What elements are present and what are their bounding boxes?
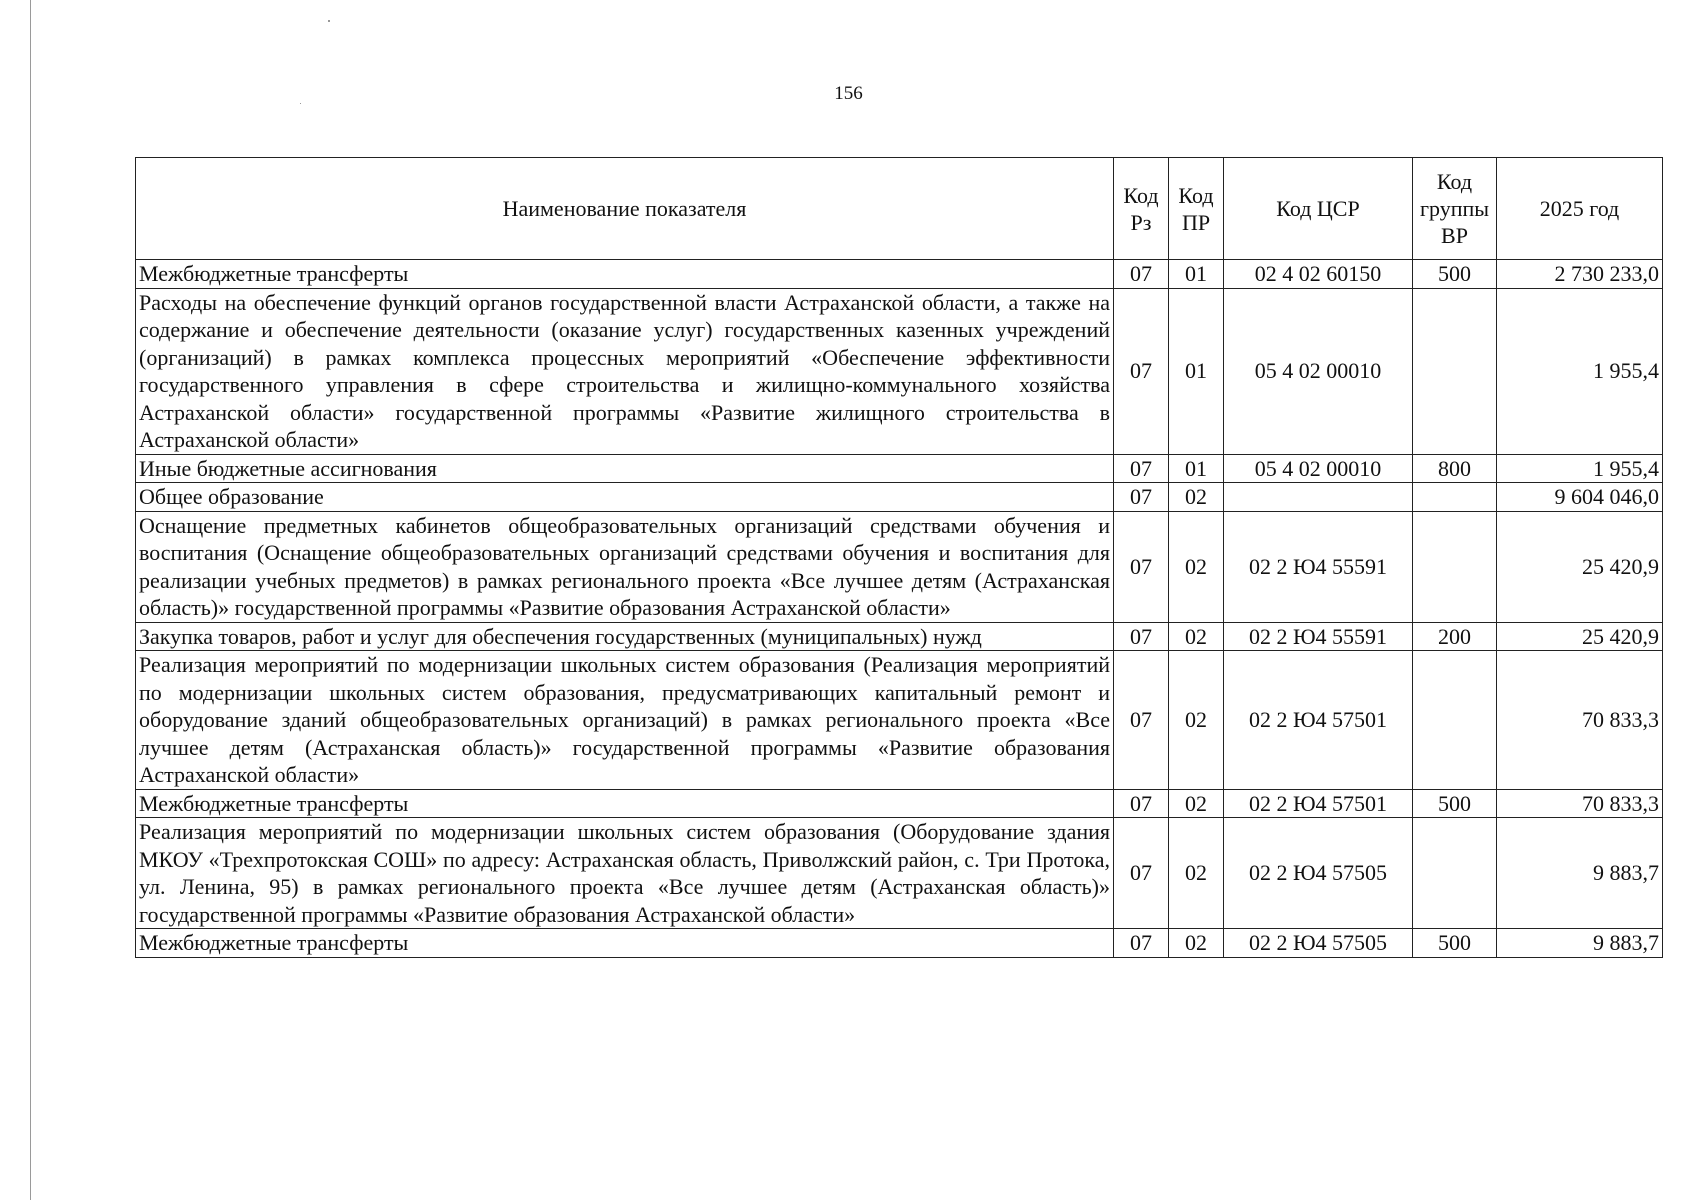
- row-csr: 02 2 Ю4 57505: [1224, 929, 1413, 958]
- table-row: [136, 288, 1663, 454]
- row-rz: 07: [1114, 789, 1169, 818]
- row-amount: 2 730 233,0: [1497, 260, 1663, 289]
- row-amount: 70 833,3: [1497, 789, 1663, 818]
- row-rz: 07: [1114, 622, 1169, 651]
- row-pr: 02: [1169, 929, 1224, 958]
- row-csr: 02 2 Ю4 57501: [1224, 651, 1413, 790]
- header-pr: Код ПР: [1169, 158, 1224, 260]
- row-name: Закупка товаров, работ и услуг для обеспечения государственных (муниципальных) нужд: [136, 622, 1114, 651]
- row-rz: 07: [1114, 929, 1169, 958]
- header-csr: Код ЦСР: [1224, 158, 1413, 260]
- row-csr: 02 2 Ю4 55591: [1224, 511, 1413, 622]
- row-name: Реализация мероприятий по модернизации школьных систем образования (Оборудование здания МКОУ «Трехпротокская СОШ» по адресу: Астраханская область, Приволжский район, с. Три Протока, ул. Ленина, 95) в рамках регионального проекта «Все лучшее детям (Астраханская область)» государственной программы «Развитие образования Астраханской области»: [136, 818, 1114, 929]
- row-rz: 07: [1114, 483, 1169, 512]
- row-rz: 07: [1114, 511, 1169, 622]
- row-vr: [1413, 651, 1497, 790]
- row-name: Иные бюджетные ассигнования: [136, 454, 1114, 483]
- row-pr: 02: [1169, 483, 1224, 512]
- row-vr: 500: [1413, 260, 1497, 289]
- row-vr: [1413, 483, 1497, 512]
- row-amount: 9 883,7: [1497, 818, 1663, 929]
- scan-speck: [328, 20, 330, 22]
- row-pr: 02: [1169, 789, 1224, 818]
- row-pr: 02: [1169, 651, 1224, 790]
- row-csr: 02 2 Ю4 57501: [1224, 789, 1413, 818]
- row-name: Расходы на обеспечение функций органов государственной власти Астраханской области, а также на содержание и обеспечение деятельности (оказание услуг) государственных казенных учреждений (организаций) в рамках комплекса процессных мероприятий «Обеспечение эффективности государственного управления в сфере строительства и жилищно-коммунального хозяйства Астраханской области» государственной программы «Развитие жилищного строительства в Астраханской области»: [136, 288, 1114, 454]
- table-row: [136, 929, 1663, 958]
- table-row: [136, 454, 1663, 483]
- row-name: Межбюджетные трансферты: [136, 260, 1114, 289]
- row-vr: 500: [1413, 789, 1497, 818]
- row-amount: 9 604 046,0: [1497, 483, 1663, 512]
- row-rz: 07: [1114, 454, 1169, 483]
- row-csr: 02 2 Ю4 57505: [1224, 818, 1413, 929]
- row-vr: [1413, 818, 1497, 929]
- row-amount: 1 955,4: [1497, 454, 1663, 483]
- row-amount: 1 955,4: [1497, 288, 1663, 454]
- row-amount: 25 420,9: [1497, 622, 1663, 651]
- row-vr: 500: [1413, 929, 1497, 958]
- row-name: Межбюджетные трансферты: [136, 789, 1114, 818]
- row-name: Общее образование: [136, 483, 1114, 512]
- table-row: [136, 260, 1663, 289]
- row-pr: 01: [1169, 454, 1224, 483]
- header-vr: Код группы ВР: [1413, 158, 1497, 260]
- row-vr: [1413, 288, 1497, 454]
- row-rz: 07: [1114, 288, 1169, 454]
- row-rz: 07: [1114, 260, 1169, 289]
- row-amount: 9 883,7: [1497, 929, 1663, 958]
- row-csr: [1224, 483, 1413, 512]
- row-pr: 02: [1169, 622, 1224, 651]
- row-pr: 01: [1169, 288, 1224, 454]
- row-csr: 05 4 02 00010: [1224, 288, 1413, 454]
- row-rz: 07: [1114, 818, 1169, 929]
- row-rz: 07: [1114, 651, 1169, 790]
- table-row: [136, 622, 1663, 651]
- row-vr: [1413, 511, 1497, 622]
- row-vr: 800: [1413, 454, 1497, 483]
- row-name: Реализация мероприятий по модернизации школьных систем образования (Реализация мероприятий по модернизации школьных систем образования, предусматривающих капитальный ремонт и оборудование зданий общеобразовательных организаций) в рамках регионального проекта «Все лучшее детям (Астраханская область)» государственной программы «Развитие образования Астраханской области»: [136, 651, 1114, 790]
- row-csr: 02 2 Ю4 55591: [1224, 622, 1413, 651]
- budget-table: [135, 157, 1663, 958]
- page-number: 156: [834, 83, 863, 104]
- table-row: [136, 651, 1663, 790]
- header-rz: Код Рз: [1114, 158, 1169, 260]
- table-row: [136, 483, 1663, 512]
- row-name: Межбюджетные трансферты: [136, 929, 1114, 958]
- row-pr: 02: [1169, 818, 1224, 929]
- row-vr: 200: [1413, 622, 1497, 651]
- row-amount: 25 420,9: [1497, 511, 1663, 622]
- scan-edge-line: [30, 0, 31, 1200]
- header-name: Наименование показателя: [136, 158, 1114, 260]
- table-row: [136, 818, 1663, 929]
- row-pr: 02: [1169, 511, 1224, 622]
- row-pr: 01: [1169, 260, 1224, 289]
- row-csr: 02 4 02 60150: [1224, 260, 1413, 289]
- table-header-row: [136, 158, 1663, 260]
- row-amount: 70 833,3: [1497, 651, 1663, 790]
- header-year: 2025 год: [1497, 158, 1663, 260]
- table-row: [136, 511, 1663, 622]
- row-name: Оснащение предметных кабинетов общеобразовательных организаций средствами обучения и воспитания (Оснащение общеобразовательных организаций средствами обучения и воспитания для реализации учебных предметов) в рамках регионального проекта «Все лучшее детям (Астраханская область)» государственной программы «Развитие образования Астраханской области»: [136, 511, 1114, 622]
- row-csr: 05 4 02 00010: [1224, 454, 1413, 483]
- table-row: [136, 789, 1663, 818]
